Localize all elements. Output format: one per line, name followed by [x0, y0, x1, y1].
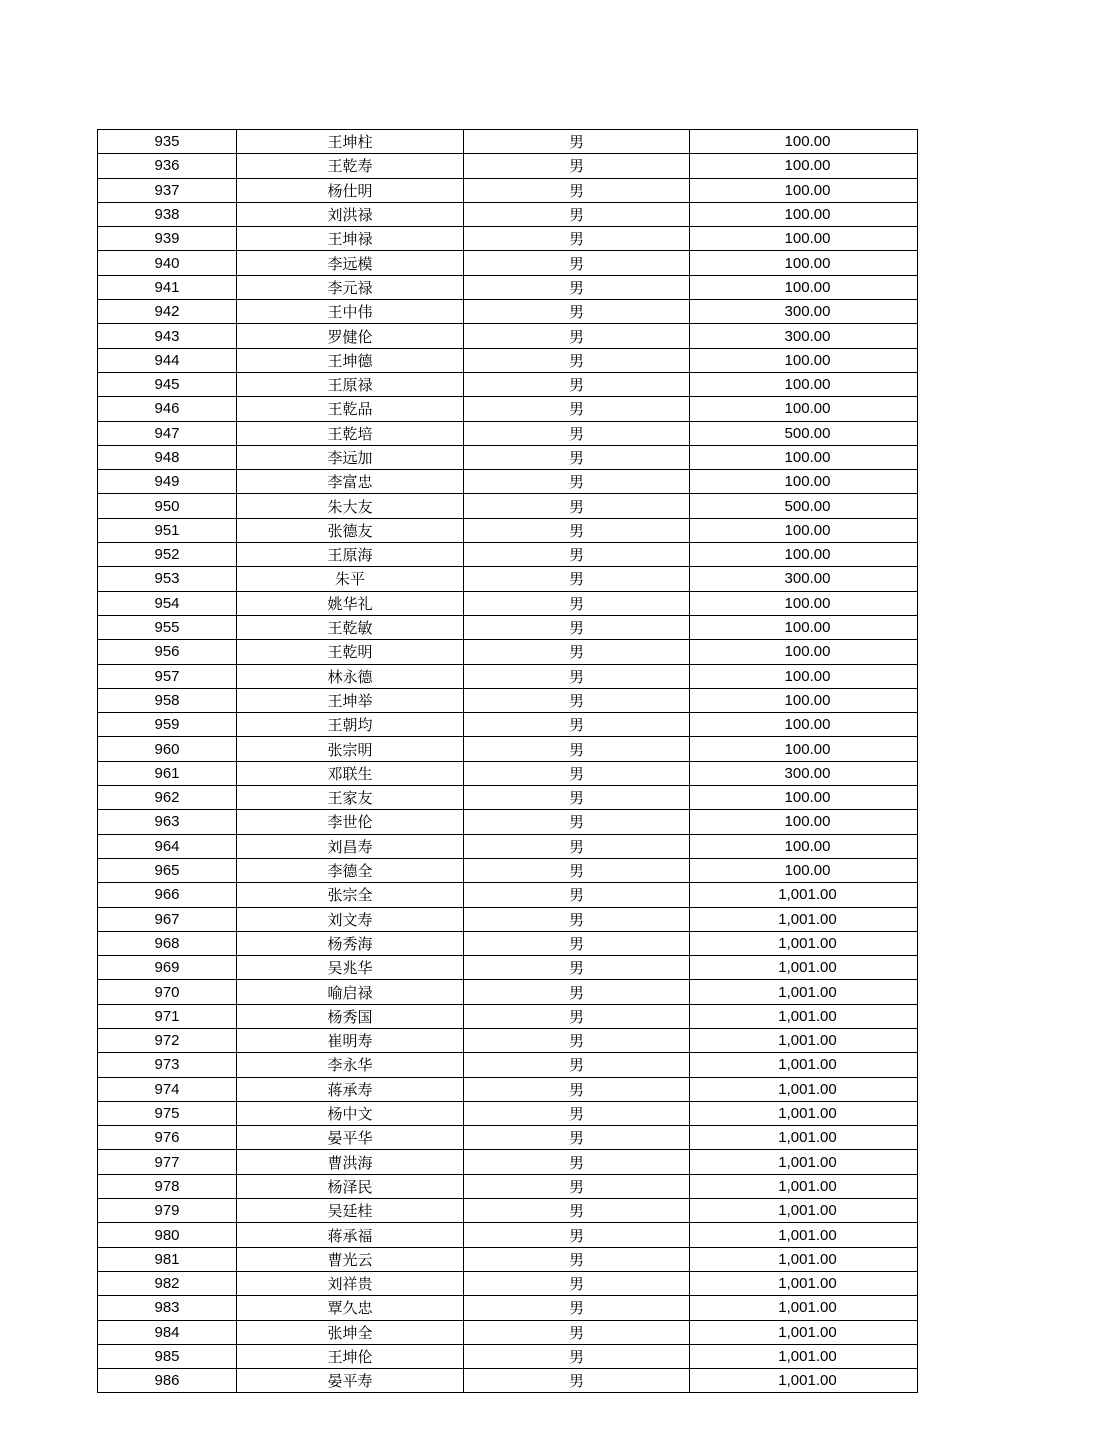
table-row — [98, 251, 918, 275]
name-cell: 杨秀海 — [237, 931, 464, 955]
amount-cell: 1,001.00 — [690, 1369, 918, 1393]
amount-cell: 500.00 — [690, 421, 918, 445]
table-row — [98, 956, 918, 980]
name-cell: 王坤柱 — [237, 130, 464, 154]
table-row — [98, 445, 918, 469]
table-row — [98, 713, 918, 737]
amount-cell: 1,001.00 — [690, 1150, 918, 1174]
table-row — [98, 1150, 918, 1174]
row-number-cell: 974 — [98, 1077, 237, 1101]
amount-cell: 100.00 — [690, 227, 918, 251]
table-row — [98, 1320, 918, 1344]
gender-cell: 男 — [464, 227, 690, 251]
amount-cell: 100.00 — [690, 664, 918, 688]
gender-cell: 男 — [464, 810, 690, 834]
name-cell: 王中伟 — [237, 300, 464, 324]
gender-cell: 男 — [464, 1271, 690, 1295]
name-cell: 张宗全 — [237, 883, 464, 907]
row-number-cell: 949 — [98, 470, 237, 494]
name-cell: 杨仕明 — [237, 178, 464, 202]
row-number-cell: 957 — [98, 664, 237, 688]
table-row — [98, 1369, 918, 1393]
row-number-cell: 947 — [98, 421, 237, 445]
name-cell: 李远加 — [237, 445, 464, 469]
table-row — [98, 1271, 918, 1295]
row-number-cell: 979 — [98, 1199, 237, 1223]
gender-cell: 男 — [464, 834, 690, 858]
name-cell: 王乾明 — [237, 640, 464, 664]
amount-cell: 1,001.00 — [690, 1028, 918, 1052]
table-row — [98, 1223, 918, 1247]
table-row — [98, 1126, 918, 1150]
gender-cell: 男 — [464, 1344, 690, 1368]
gender-cell: 男 — [464, 518, 690, 542]
name-cell: 吴兆华 — [237, 956, 464, 980]
row-number-cell: 976 — [98, 1126, 237, 1150]
amount-cell: 1,001.00 — [690, 907, 918, 931]
table-row — [98, 1028, 918, 1052]
table-row — [98, 858, 918, 882]
table-row — [98, 591, 918, 615]
gender-cell: 男 — [464, 1101, 690, 1125]
name-cell: 王乾敏 — [237, 615, 464, 639]
row-number-cell: 977 — [98, 1150, 237, 1174]
gender-cell: 男 — [464, 1126, 690, 1150]
table-row — [98, 227, 918, 251]
amount-cell: 1,001.00 — [690, 1344, 918, 1368]
row-number-cell: 943 — [98, 324, 237, 348]
name-cell: 罗健伦 — [237, 324, 464, 348]
gender-cell: 男 — [464, 1223, 690, 1247]
table-row — [98, 324, 918, 348]
gender-cell: 男 — [464, 640, 690, 664]
table-row — [98, 470, 918, 494]
amount-cell: 1,001.00 — [690, 1004, 918, 1028]
table-row — [98, 1247, 918, 1271]
table-row — [98, 275, 918, 299]
gender-cell: 男 — [464, 251, 690, 275]
gender-cell: 男 — [464, 324, 690, 348]
row-number-cell: 938 — [98, 202, 237, 226]
table-row — [98, 883, 918, 907]
amount-cell: 1,001.00 — [690, 956, 918, 980]
row-number-cell: 942 — [98, 300, 237, 324]
amount-cell: 1,001.00 — [690, 1247, 918, 1271]
amount-cell: 100.00 — [690, 470, 918, 494]
name-cell: 曹洪海 — [237, 1150, 464, 1174]
gender-cell: 男 — [464, 543, 690, 567]
name-cell: 王原海 — [237, 543, 464, 567]
name-cell: 李元禄 — [237, 275, 464, 299]
row-number-cell: 985 — [98, 1344, 237, 1368]
gender-cell: 男 — [464, 445, 690, 469]
amount-cell: 100.00 — [690, 615, 918, 639]
amount-cell: 1,001.00 — [690, 883, 918, 907]
name-cell: 杨泽民 — [237, 1174, 464, 1198]
table-row — [98, 518, 918, 542]
amount-cell: 1,001.00 — [690, 1320, 918, 1344]
row-number-cell: 982 — [98, 1271, 237, 1295]
row-number-cell: 962 — [98, 786, 237, 810]
amount-cell: 300.00 — [690, 567, 918, 591]
table-row — [98, 372, 918, 396]
amount-cell: 1,001.00 — [690, 931, 918, 955]
amount-cell: 100.00 — [690, 640, 918, 664]
gender-cell: 男 — [464, 737, 690, 761]
amount-cell: 100.00 — [690, 543, 918, 567]
row-number-cell: 969 — [98, 956, 237, 980]
row-number-cell: 954 — [98, 591, 237, 615]
row-number-cell: 940 — [98, 251, 237, 275]
amount-cell: 100.00 — [690, 445, 918, 469]
amount-cell: 100.00 — [690, 348, 918, 372]
row-number-cell: 981 — [98, 1247, 237, 1271]
row-number-cell: 950 — [98, 494, 237, 518]
name-cell: 吴廷桂 — [237, 1199, 464, 1223]
gender-cell: 男 — [464, 1004, 690, 1028]
row-number-cell: 941 — [98, 275, 237, 299]
amount-cell: 1,001.00 — [690, 1271, 918, 1295]
amount-cell: 1,001.00 — [690, 1101, 918, 1125]
name-cell: 李世伦 — [237, 810, 464, 834]
amount-cell: 500.00 — [690, 494, 918, 518]
name-cell: 王朝均 — [237, 713, 464, 737]
name-cell: 张坤全 — [237, 1320, 464, 1344]
amount-cell: 1,001.00 — [690, 1296, 918, 1320]
table-row — [98, 154, 918, 178]
row-number-cell: 966 — [98, 883, 237, 907]
name-cell: 崔明寿 — [237, 1028, 464, 1052]
row-number-cell: 959 — [98, 713, 237, 737]
row-number-cell: 968 — [98, 931, 237, 955]
amount-cell: 100.00 — [690, 251, 918, 275]
table-row — [98, 202, 918, 226]
table-row — [98, 640, 918, 664]
row-number-cell: 961 — [98, 761, 237, 785]
gender-cell: 男 — [464, 858, 690, 882]
amount-cell: 100.00 — [690, 858, 918, 882]
gender-cell: 男 — [464, 470, 690, 494]
gender-cell: 男 — [464, 397, 690, 421]
name-cell: 姚华礼 — [237, 591, 464, 615]
table-row — [98, 664, 918, 688]
amount-cell: 300.00 — [690, 761, 918, 785]
row-number-cell: 983 — [98, 1296, 237, 1320]
gender-cell: 男 — [464, 664, 690, 688]
name-cell: 覃久忠 — [237, 1296, 464, 1320]
gender-cell: 男 — [464, 372, 690, 396]
row-number-cell: 978 — [98, 1174, 237, 1198]
name-cell: 王家友 — [237, 786, 464, 810]
row-number-cell: 939 — [98, 227, 237, 251]
row-number-cell: 972 — [98, 1028, 237, 1052]
name-cell: 喻启禄 — [237, 980, 464, 1004]
amount-cell: 100.00 — [690, 275, 918, 299]
amount-cell: 100.00 — [690, 713, 918, 737]
table-row — [98, 1174, 918, 1198]
gender-cell: 男 — [464, 615, 690, 639]
name-cell: 朱平 — [237, 567, 464, 591]
row-number-cell: 963 — [98, 810, 237, 834]
amount-cell: 100.00 — [690, 688, 918, 712]
table-row — [98, 130, 918, 154]
table-row — [98, 543, 918, 567]
name-cell: 王乾培 — [237, 421, 464, 445]
row-number-cell: 984 — [98, 1320, 237, 1344]
table-row — [98, 178, 918, 202]
row-number-cell: 955 — [98, 615, 237, 639]
table-row — [98, 1344, 918, 1368]
table-row — [98, 834, 918, 858]
gender-cell: 男 — [464, 202, 690, 226]
table-row — [98, 688, 918, 712]
name-cell: 刘昌寿 — [237, 834, 464, 858]
name-cell: 蒋承福 — [237, 1223, 464, 1247]
amount-cell: 100.00 — [690, 591, 918, 615]
gender-cell: 男 — [464, 980, 690, 1004]
gender-cell: 男 — [464, 786, 690, 810]
row-number-cell: 967 — [98, 907, 237, 931]
amount-cell: 1,001.00 — [690, 1174, 918, 1198]
table-row — [98, 397, 918, 421]
table-row — [98, 1077, 918, 1101]
table-row — [98, 1004, 918, 1028]
gender-cell: 男 — [464, 1199, 690, 1223]
table-row — [98, 907, 918, 931]
gender-cell: 男 — [464, 1150, 690, 1174]
table-row — [98, 737, 918, 761]
table-row — [98, 761, 918, 785]
name-cell: 王坤禄 — [237, 227, 464, 251]
row-number-cell: 951 — [98, 518, 237, 542]
table-row — [98, 615, 918, 639]
row-number-cell: 965 — [98, 858, 237, 882]
name-cell: 杨秀国 — [237, 1004, 464, 1028]
name-cell: 李德全 — [237, 858, 464, 882]
row-number-cell: 946 — [98, 397, 237, 421]
name-cell: 刘文寿 — [237, 907, 464, 931]
name-cell: 李富忠 — [237, 470, 464, 494]
amount-cell: 100.00 — [690, 834, 918, 858]
gender-cell: 男 — [464, 567, 690, 591]
table-row — [98, 810, 918, 834]
gender-cell: 男 — [464, 1028, 690, 1052]
amount-cell: 1,001.00 — [690, 1126, 918, 1150]
amount-cell: 1,001.00 — [690, 1223, 918, 1247]
gender-cell: 男 — [464, 494, 690, 518]
table-row — [98, 300, 918, 324]
amount-cell: 1,001.00 — [690, 1053, 918, 1077]
amount-cell: 100.00 — [690, 372, 918, 396]
amount-cell: 1,001.00 — [690, 1199, 918, 1223]
row-number-cell: 971 — [98, 1004, 237, 1028]
row-number-cell: 986 — [98, 1369, 237, 1393]
amount-cell: 300.00 — [690, 324, 918, 348]
name-cell: 王坤伦 — [237, 1344, 464, 1368]
name-cell: 邓联生 — [237, 761, 464, 785]
gender-cell: 男 — [464, 713, 690, 737]
gender-cell: 男 — [464, 1369, 690, 1393]
table-row — [98, 421, 918, 445]
name-cell: 王坤举 — [237, 688, 464, 712]
name-cell: 晏平寿 — [237, 1369, 464, 1393]
name-cell: 杨中文 — [237, 1101, 464, 1125]
row-number-cell: 960 — [98, 737, 237, 761]
table-row — [98, 931, 918, 955]
name-cell: 王原禄 — [237, 372, 464, 396]
name-cell: 朱大友 — [237, 494, 464, 518]
gender-cell: 男 — [464, 421, 690, 445]
row-number-cell: 944 — [98, 348, 237, 372]
name-cell: 张宗明 — [237, 737, 464, 761]
name-cell: 王乾品 — [237, 397, 464, 421]
table-row — [98, 980, 918, 1004]
amount-cell: 100.00 — [690, 397, 918, 421]
table-row — [98, 1101, 918, 1125]
amount-cell: 100.00 — [690, 154, 918, 178]
amount-cell: 300.00 — [690, 300, 918, 324]
amount-cell: 100.00 — [690, 130, 918, 154]
gender-cell: 男 — [464, 688, 690, 712]
table-row — [98, 1053, 918, 1077]
row-number-cell: 975 — [98, 1101, 237, 1125]
name-cell: 李远模 — [237, 251, 464, 275]
gender-cell: 男 — [464, 178, 690, 202]
row-number-cell: 948 — [98, 445, 237, 469]
row-number-cell: 952 — [98, 543, 237, 567]
amount-cell: 100.00 — [690, 178, 918, 202]
gender-cell: 男 — [464, 1174, 690, 1198]
table-body — [98, 130, 918, 1393]
row-number-cell: 958 — [98, 688, 237, 712]
amount-cell: 100.00 — [690, 518, 918, 542]
row-number-cell: 980 — [98, 1223, 237, 1247]
table-row — [98, 494, 918, 518]
gender-cell: 男 — [464, 1320, 690, 1344]
amount-cell: 100.00 — [690, 737, 918, 761]
row-number-cell: 937 — [98, 178, 237, 202]
row-number-cell: 964 — [98, 834, 237, 858]
table-row — [98, 786, 918, 810]
data-table — [97, 129, 918, 1393]
gender-cell: 男 — [464, 591, 690, 615]
name-cell: 王乾寿 — [237, 154, 464, 178]
gender-cell: 男 — [464, 1296, 690, 1320]
gender-cell: 男 — [464, 883, 690, 907]
gender-cell: 男 — [464, 275, 690, 299]
gender-cell: 男 — [464, 956, 690, 980]
name-cell: 张德友 — [237, 518, 464, 542]
gender-cell: 男 — [464, 761, 690, 785]
gender-cell: 男 — [464, 154, 690, 178]
name-cell: 晏平华 — [237, 1126, 464, 1150]
row-number-cell: 935 — [98, 130, 237, 154]
name-cell: 刘洪禄 — [237, 202, 464, 226]
name-cell: 林永德 — [237, 664, 464, 688]
gender-cell: 男 — [464, 1077, 690, 1101]
gender-cell: 男 — [464, 130, 690, 154]
name-cell: 曹光云 — [237, 1247, 464, 1271]
gender-cell: 男 — [464, 300, 690, 324]
amount-cell: 100.00 — [690, 786, 918, 810]
row-number-cell: 970 — [98, 980, 237, 1004]
row-number-cell: 953 — [98, 567, 237, 591]
row-number-cell: 945 — [98, 372, 237, 396]
amount-cell: 1,001.00 — [690, 980, 918, 1004]
gender-cell: 男 — [464, 348, 690, 372]
table-row — [98, 348, 918, 372]
row-number-cell: 973 — [98, 1053, 237, 1077]
gender-cell: 男 — [464, 1247, 690, 1271]
amount-cell: 100.00 — [690, 202, 918, 226]
amount-cell: 1,001.00 — [690, 1077, 918, 1101]
amount-cell: 100.00 — [690, 810, 918, 834]
name-cell: 蒋承寿 — [237, 1077, 464, 1101]
row-number-cell: 936 — [98, 154, 237, 178]
name-cell: 刘祥贵 — [237, 1271, 464, 1295]
table-row — [98, 1199, 918, 1223]
gender-cell: 男 — [464, 1053, 690, 1077]
row-number-cell: 956 — [98, 640, 237, 664]
table-row — [98, 567, 918, 591]
gender-cell: 男 — [464, 907, 690, 931]
name-cell: 李永华 — [237, 1053, 464, 1077]
table-row — [98, 1296, 918, 1320]
gender-cell: 男 — [464, 931, 690, 955]
name-cell: 王坤德 — [237, 348, 464, 372]
